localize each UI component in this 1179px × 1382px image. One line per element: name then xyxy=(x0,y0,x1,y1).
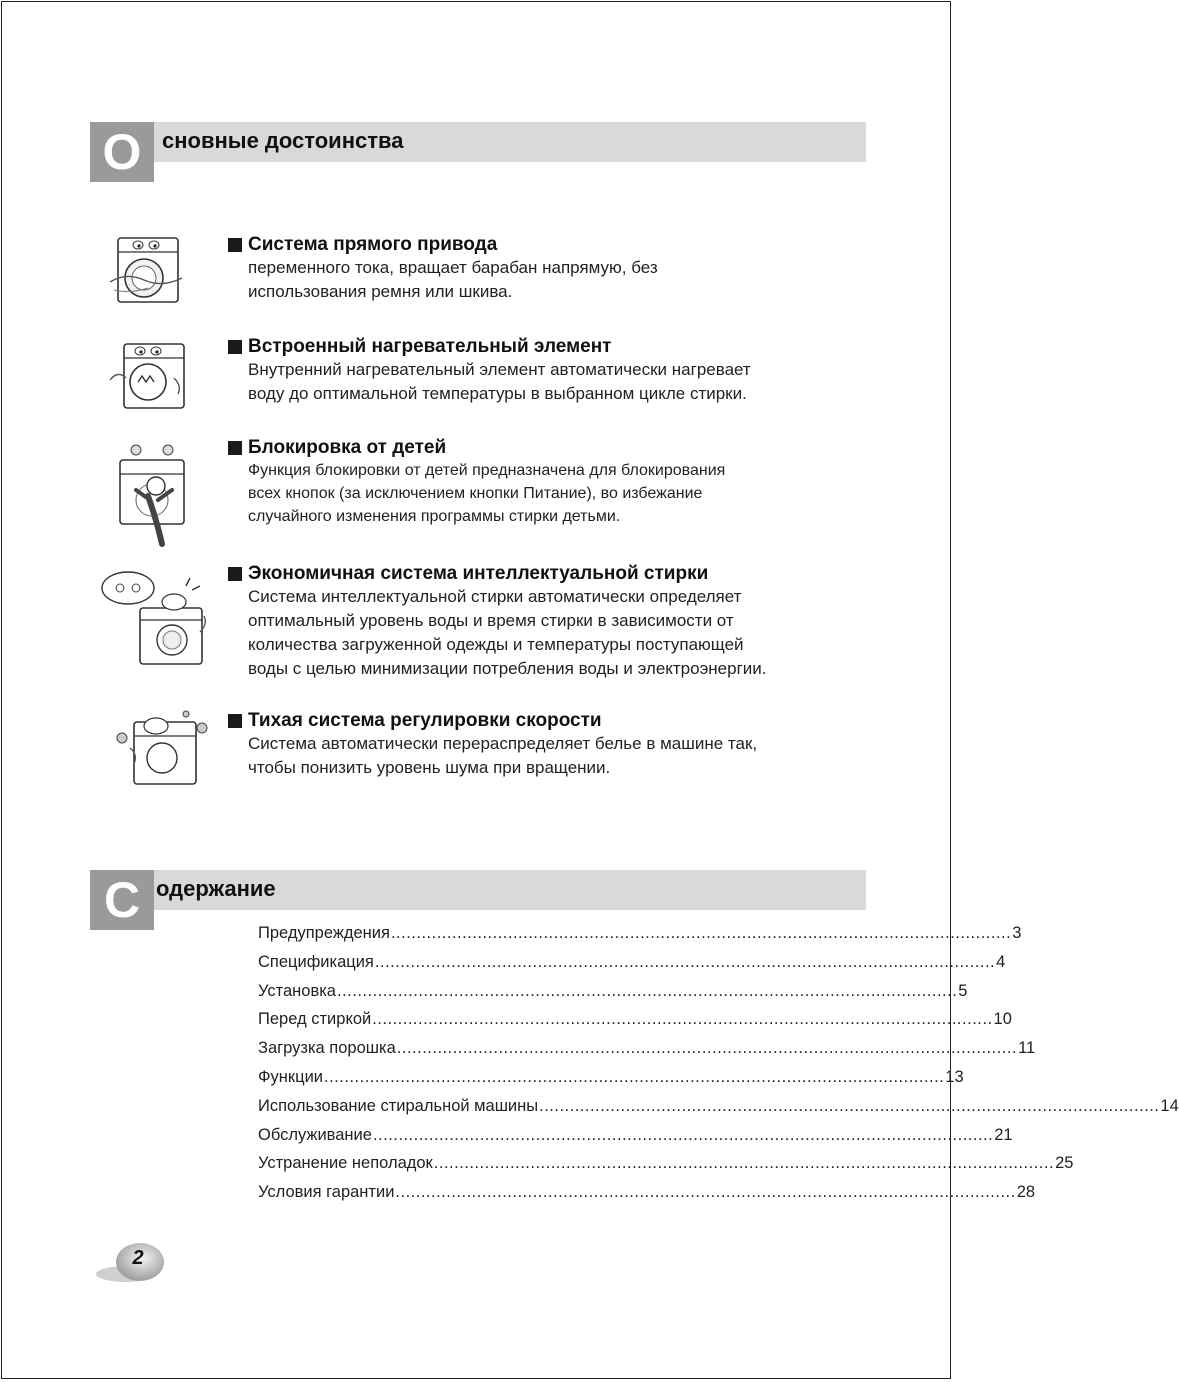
section-initial-letter: О xyxy=(90,122,154,182)
toc-entry[interactable]: Перед стиркой .......................................................................................................................... 10 xyxy=(258,1010,1012,1029)
toc-entry[interactable]: Предупреждения .......................................................................................................................... 3 xyxy=(258,924,1022,942)
child-lock-washer-icon xyxy=(112,440,194,552)
direct-drive-washer-icon xyxy=(104,232,186,306)
quiet-washer-icon xyxy=(112,708,212,788)
section-title: сновные достоинства xyxy=(162,128,404,153)
bullet-square-icon xyxy=(228,238,242,252)
feature-description: Система интеллектуальной стирки автоматически определяет оптимальный уровень воды и время стирки в зависимости от количества загруженной одежды и температуры поступающей воды с целью минимизации потребления воды и электроэнергии. xyxy=(248,587,767,678)
bullet-square-icon xyxy=(228,441,242,455)
feature-title: Система прямого привода xyxy=(228,234,848,256)
feature-title: Экономичная система интеллектуальной стирки xyxy=(228,563,848,585)
section-initial-letter: С xyxy=(90,870,154,930)
feature-title: Встроенный нагревательный элемент xyxy=(228,336,848,358)
toc-entry[interactable]: Условия гарантии .......................................................................................................................... 28 xyxy=(258,1183,1036,1202)
feature-direct-drive xyxy=(228,234,848,304)
heater-washer-icon xyxy=(104,336,188,414)
feature-heater xyxy=(228,336,848,406)
toc-entry[interactable]: Функции .......................................................................................................................... 13 xyxy=(258,1067,964,1086)
page-number: 2 xyxy=(132,1247,144,1269)
feature-child-lock xyxy=(228,437,848,528)
feature-quiet-system xyxy=(228,710,848,780)
feature-title: Тихая система регулировки скорости xyxy=(228,710,848,732)
toc-entry[interactable]: Устранение неполадок .......................................................................................................................... 25 xyxy=(258,1154,1074,1173)
bullet-square-icon xyxy=(228,340,242,354)
toc-entry[interactable]: Обслуживание .......................................................................................................................... 21 xyxy=(258,1125,1013,1144)
table-of-contents xyxy=(258,924,1179,1212)
feature-smart-wash xyxy=(228,563,848,681)
feature-title: Блокировка от детей xyxy=(228,437,848,459)
feature-description: Система автоматически перераспределяет белье в машине так, чтобы понизить уровень шума при вращении. xyxy=(248,734,758,777)
bullet-square-icon xyxy=(228,567,242,581)
smart-wash-washer-icon xyxy=(100,564,212,668)
toc-entry[interactable]: Загрузка порошка .......................................................................................................................... 11 xyxy=(258,1039,1036,1058)
bullet-square-icon xyxy=(228,714,242,728)
toc-entry[interactable]: Установка .......................................................................................................................... 5 xyxy=(258,981,968,1000)
section-title: одержание xyxy=(156,876,276,901)
feature-description: переменного тока, вращает барабан напрямую, без использования ремня или шкива. xyxy=(248,258,658,301)
toc-entry[interactable]: Спецификация .......................................................................................................................... 4 xyxy=(258,952,1006,971)
toc-entry[interactable]: Использование стиральной машины .......................................................................................................................... 14 xyxy=(258,1096,1179,1115)
feature-description: Функция блокировки от детей предназначена для блокирования всех кнопок (за исключением кнопки Питание), во избежание случайного изменения программы стирки детьми. xyxy=(248,462,726,525)
feature-description: Внутренний нагревательный элемент автоматически нагревает воду до оптимальной температуры в выбранном цикле стирки. xyxy=(248,360,751,403)
